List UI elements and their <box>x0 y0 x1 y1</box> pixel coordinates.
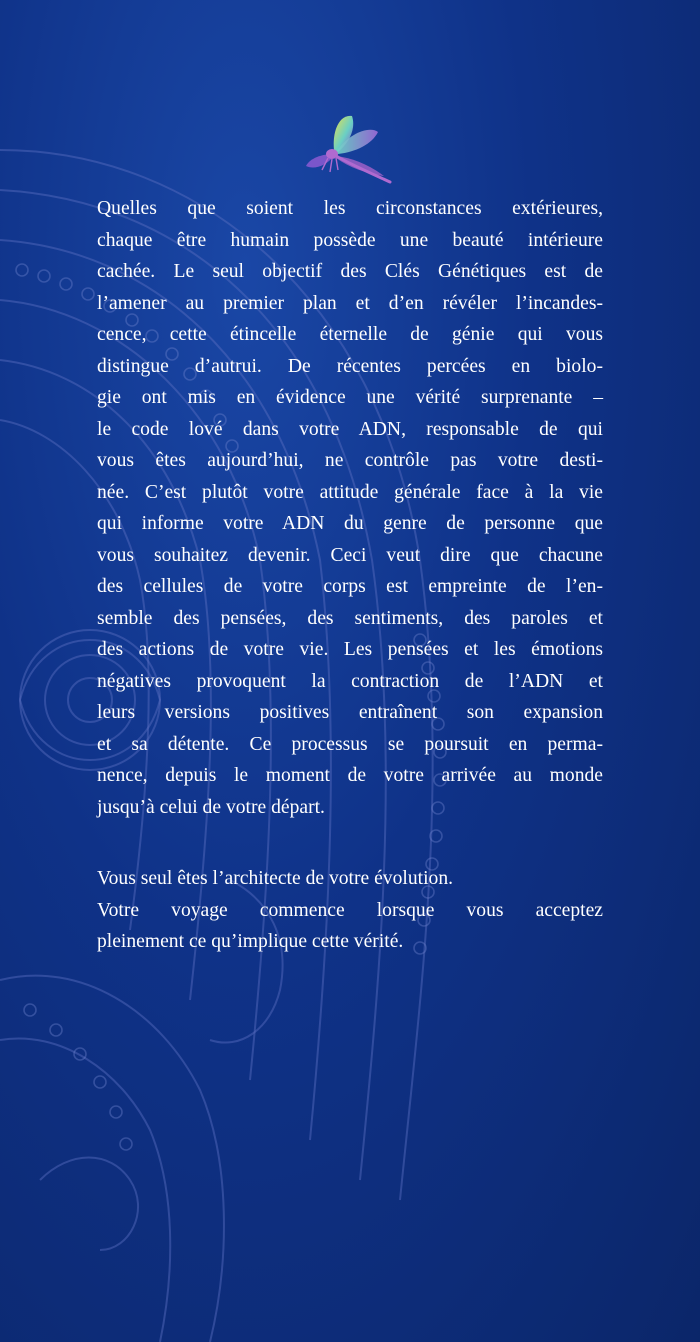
text-line: Quelles que soient les circonstances extérieures, <box>97 198 603 219</box>
text-line: l’amener au premier plan et d’en révéler l’incandes- <box>97 292 603 314</box>
text-line: et sa détente. Ce processus se poursuit en perma- <box>97 733 603 755</box>
text-line: chaque être humain possède une beauté intérieure <box>97 229 603 251</box>
main-paragraph <box>97 193 603 823</box>
text-line: pleinement ce qu’implique cette vérité. <box>97 931 404 952</box>
text-line: gie ont mis en évidence une vérité surprenante – <box>97 387 603 408</box>
dragonfly-icon <box>296 110 396 194</box>
text-line: qui informe votre ADN du genre de personne que <box>97 513 603 534</box>
text-line: née. C’est plutôt votre attitude générale face à la vie <box>97 481 603 503</box>
text-line: Vous seul êtes l’architecte de votre évolution. <box>97 868 454 889</box>
closing-paragraph <box>97 863 603 958</box>
text-line: cence, cette étincelle éternelle de génie qui vous <box>97 324 603 345</box>
text-line: leurs versions positives entraînent son expansion <box>97 702 603 723</box>
text-line: nence, depuis le moment de votre arrivée au monde <box>97 765 603 786</box>
text-line: jusqu’à celui de votre départ. <box>97 796 325 818</box>
paragraph-spacer <box>97 823 603 863</box>
text-line: cachée. Le seul objectif des Clés Génétiques est de <box>97 261 603 282</box>
text-line: distingue d’autrui. De récentes percées en biolo- <box>97 355 603 377</box>
text-line: des cellules de votre corps est empreinte de l’en- <box>97 576 603 597</box>
text-line: vous souhaitez devenir. Ceci veut dire que chacune <box>97 544 603 566</box>
text-line: vous êtes aujourd’hui, ne contrôle pas votre desti- <box>97 450 603 471</box>
text-line: négatives provoquent la contraction de l’ADN et <box>97 670 603 692</box>
text-line: des actions de votre vie. Les pensées et les émotions <box>97 639 603 660</box>
text-line: Votre voyage commence lorsque vous acceptez <box>97 899 603 921</box>
text-line: le code lové dans votre ADN, responsable de qui <box>97 418 603 440</box>
back-cover-text <box>97 193 603 958</box>
text-line: semble des pensées, des sentiments, des paroles et <box>97 607 603 629</box>
